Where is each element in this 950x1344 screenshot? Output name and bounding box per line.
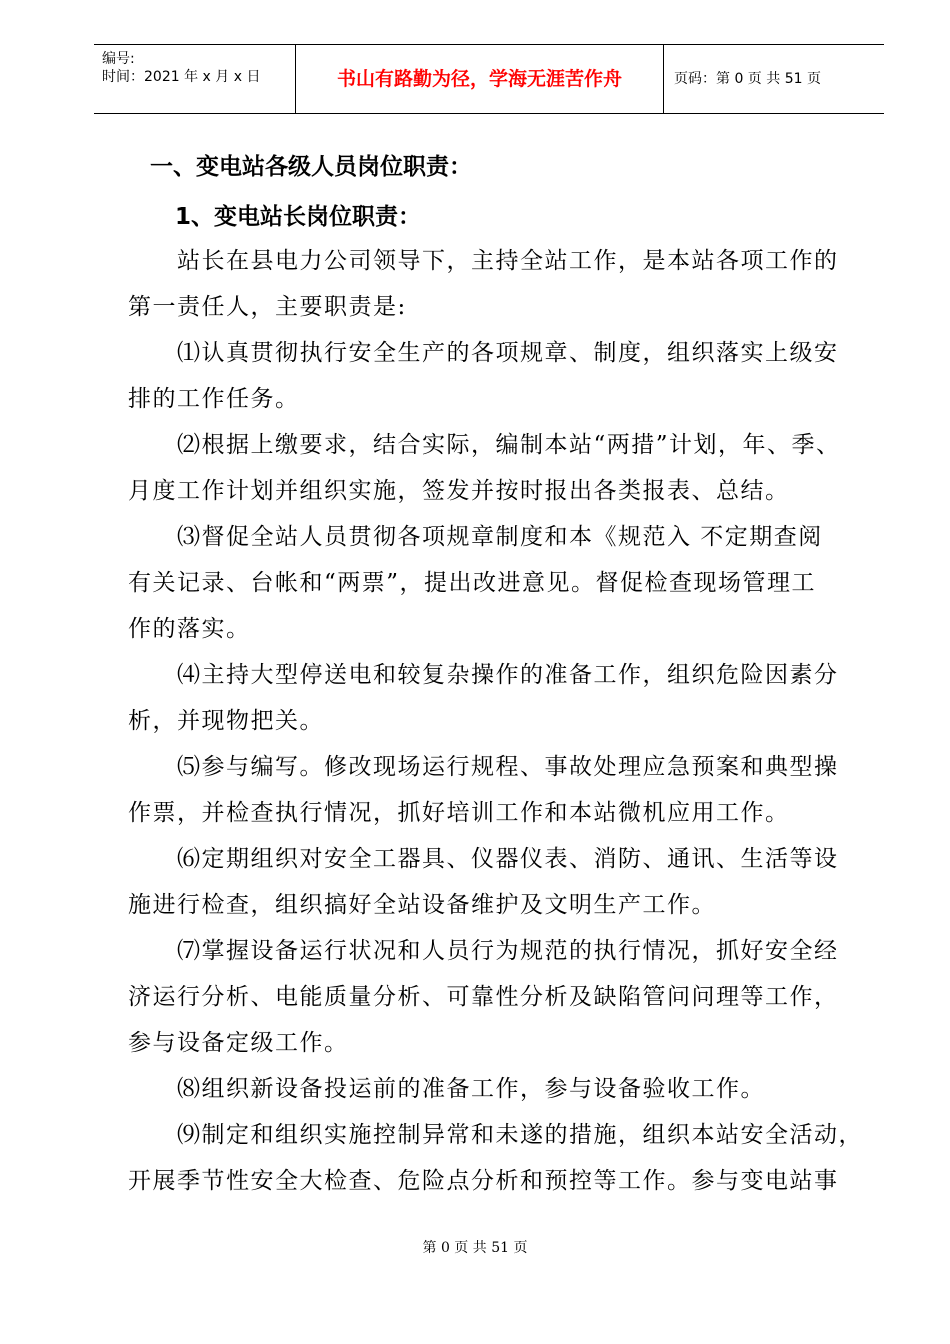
body-text-line: 作票，并检查执行情况，抓好培训工作和本站微机应用工作。 — [128, 800, 790, 826]
page-footer: 第 0 页 共 51 页 — [422, 1240, 528, 1256]
body-text-line: ⑷主持大型停送电和较复杂操作的准备工作，组织危险因素分 — [128, 662, 839, 688]
body-text-line: 排的工作任务。 — [128, 386, 300, 412]
body-text-line: 站长在县电力公司领导下，主持全站工作，是本站各项工作的 — [128, 248, 839, 274]
header-page-info: 页码：第 0 页 共 51 页 — [674, 71, 821, 87]
header-motto: 书山有路勤为径，学海无涯苦作舟 — [296, 45, 664, 113]
body-text-line: 施进行检查，组织搞好全站设备维护及文明生产工作。 — [128, 892, 716, 918]
body-text-line: ⑻组织新设备投运前的准备工作，参与设备验收工作。 — [128, 1076, 765, 1102]
body-text-line: 开展季节性安全大检查、危险点分析和预控等工作。参与变电站事 — [128, 1168, 839, 1194]
body-text-line: 有关记录、台帐和“两票”，提出改进意见。督促检查现场管理工 — [128, 570, 817, 596]
body-text-line: ⑺掌握设备运行状况和人员行为规范的执行情况，抓好安全经 — [128, 938, 839, 964]
body-text-line: ⑵根据上缴要求，结合实际，编制本站“两措”计划，年、季、 — [128, 432, 841, 458]
body-text-line: 作的落实。 — [128, 616, 251, 642]
body-text-line: 月度工作计划并组织实施，签发并按时报出各类报表、总结。 — [128, 478, 790, 504]
subsection-heading: 1、变电站长岗位职责： — [175, 204, 422, 230]
section-heading: 一、变电站各级人员岗位职责： — [150, 154, 472, 180]
page-header — [94, 44, 884, 114]
body-text-line: ⑴认真贯彻执行安全生产的各项规章、制度，组织落实上级安 — [128, 340, 839, 366]
body-text-line: 析，并现物把关。 — [128, 708, 324, 734]
header-meta-cell — [94, 45, 296, 113]
body-text-line: 济运行分析、电能质量分析、可靠性分析及缺陷管问问理等工作， — [128, 984, 839, 1010]
body-text-line: ⑶督促全站人员贯彻各项规章制度和本《规范入 不定期查阅 — [128, 524, 823, 550]
document-time-label: 时间：2021 年 x 月 x 日 — [102, 69, 261, 85]
body-text-line: ⑹定期组织对安全工器具、仪器仪表、消防、通讯、生活等设 — [128, 846, 839, 872]
body-text-line: ⑸参与编写。修改现场运行规程、事故处理应急预案和典型操 — [128, 754, 839, 780]
body-text-line: 第一责任人，主要职责是: — [128, 294, 407, 320]
body-text-line: ⑼制定和组织实施控制异常和未遂的措施，组织本站安全活动， — [128, 1122, 863, 1148]
document-number-label: 编号: — [102, 51, 135, 67]
body-text-line: 参与设备定级工作。 — [128, 1030, 349, 1056]
